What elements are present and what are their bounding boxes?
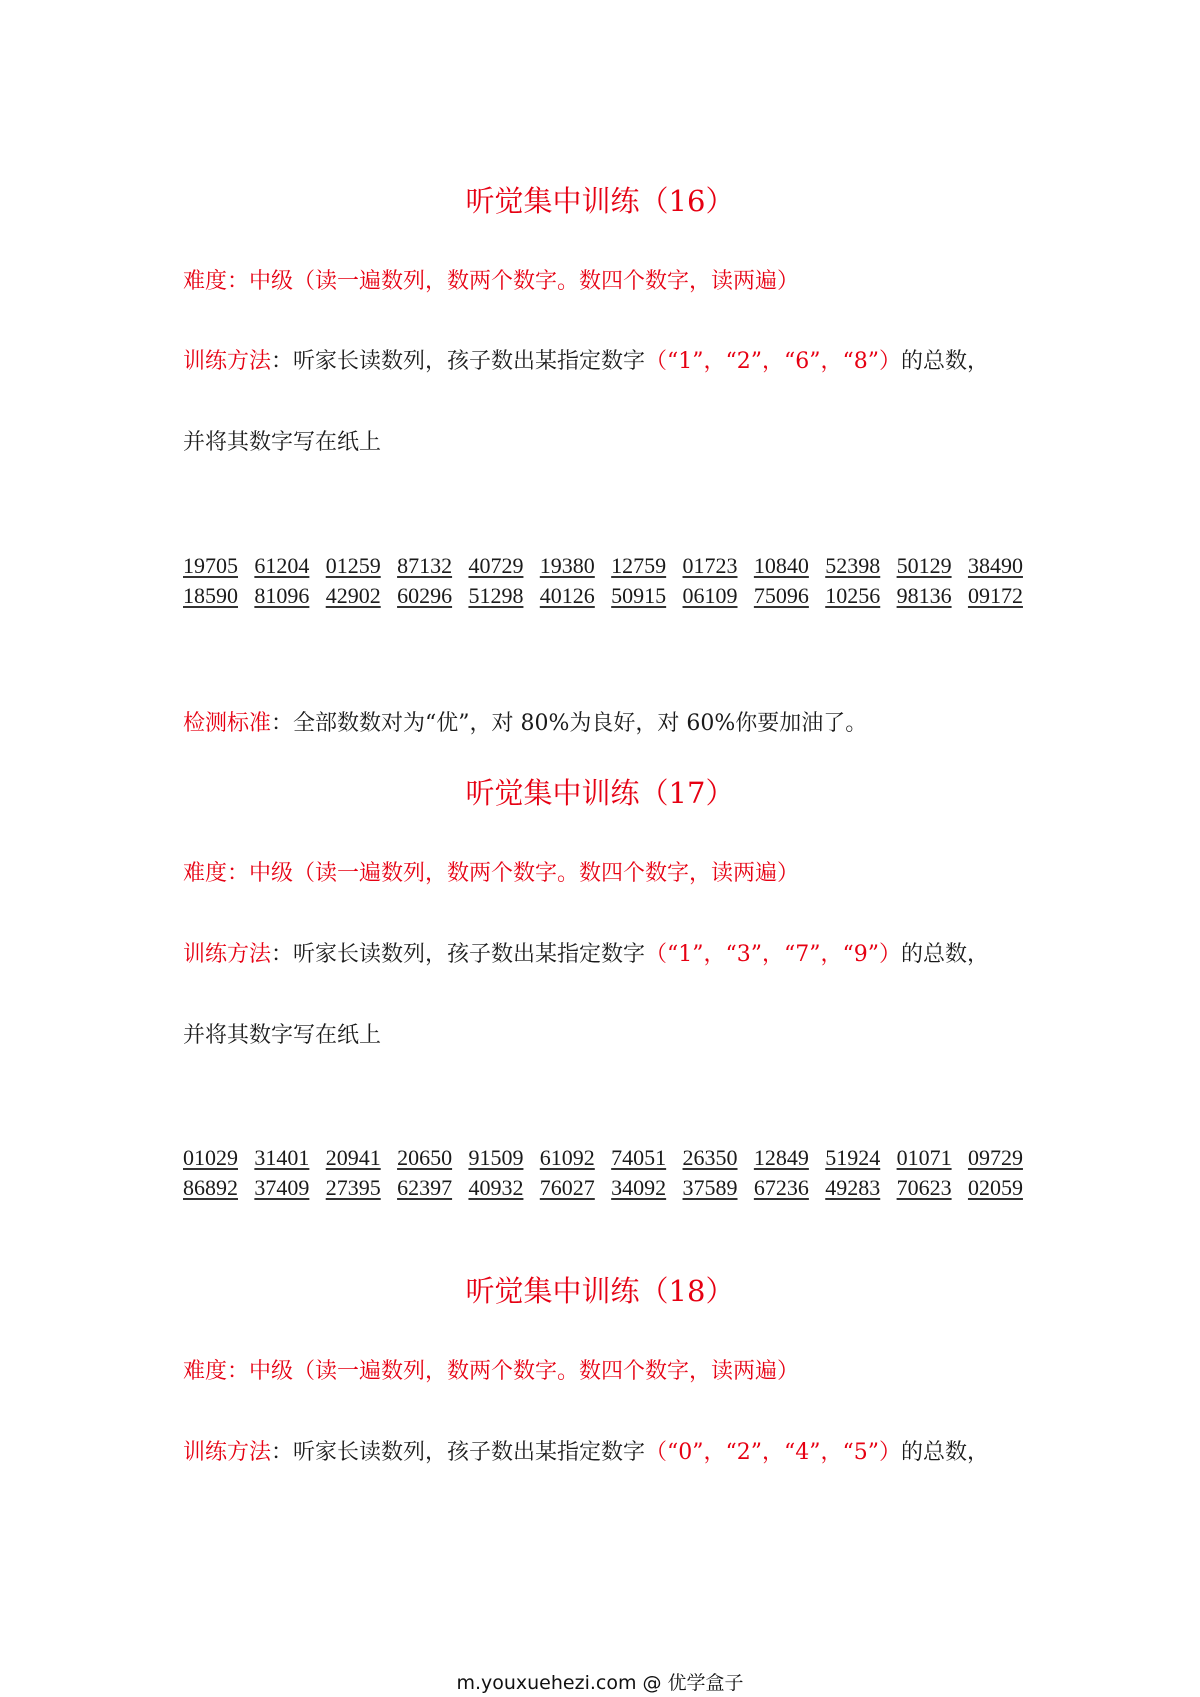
method-tail: 的总数， — [901, 1440, 990, 1465]
section-title: 听觉集中训练（18） — [465, 1274, 735, 1308]
number-group: 20650 — [397, 1145, 453, 1170]
number-group: 76027 — [539, 1175, 595, 1200]
number-group: 70623 — [896, 1175, 952, 1200]
method-line — [183, 1438, 989, 1468]
method-line — [183, 940, 989, 970]
number-group: 26350 — [682, 1145, 738, 1170]
section-title: 听觉集中训练（16） — [465, 184, 735, 218]
number-group: 91509 — [468, 1145, 524, 1170]
number-group: 01071 — [896, 1145, 952, 1170]
number-group: 09172 — [967, 583, 1023, 608]
method-line-2: 并将其数字写在纸上 — [183, 1023, 382, 1048]
number-group: 27395 — [325, 1175, 381, 1200]
number-group: 61204 — [254, 553, 310, 578]
number-group: 02059 — [967, 1175, 1023, 1200]
footer-watermark[interactable]: m.youxuehezi.com @ 优学盒子 — [456, 1672, 744, 1694]
method-line — [183, 347, 989, 377]
number-group: 50915 — [611, 583, 667, 608]
number-group: 19380 — [539, 553, 595, 578]
number-row — [183, 581, 1023, 611]
criteria-text: ：全部数数对为“优”，对 80%为良好，对 60%你要加油了。 — [271, 711, 868, 736]
number-group: 09729 — [967, 1145, 1023, 1170]
number-row — [183, 1143, 1023, 1173]
number-group: 51924 — [825, 1145, 881, 1170]
number-group: 37409 — [254, 1175, 310, 1200]
method-tail: 的总数， — [901, 349, 990, 374]
number-group: 60296 — [397, 583, 453, 608]
number-group: 75096 — [753, 583, 809, 608]
number-group: 67236 — [753, 1175, 809, 1200]
number-group: 40729 — [468, 553, 524, 578]
number-group: 18590 — [183, 583, 238, 608]
section-title: 听觉集中训练（17） — [465, 776, 735, 810]
number-group: 50129 — [896, 553, 952, 578]
number-group: 01723 — [682, 553, 738, 578]
number-group: 62397 — [397, 1175, 453, 1200]
number-group: 34092 — [611, 1175, 667, 1200]
number-group: 01259 — [325, 553, 381, 578]
number-group: 38490 — [967, 553, 1023, 578]
number-group: 10256 — [825, 583, 881, 608]
number-group: 12759 — [611, 553, 667, 578]
number-group: 61092 — [539, 1145, 595, 1170]
number-group: 10840 — [753, 553, 809, 578]
number-group: 87132 — [397, 553, 453, 578]
number-group: 52398 — [825, 553, 881, 578]
number-group: 49283 — [825, 1175, 881, 1200]
number-group: 74051 — [611, 1145, 667, 1170]
number-sequence — [183, 1143, 1023, 1203]
difficulty-text: 难度：中级（读一遍数列，数两个数字。数四个数字，读两遍） — [183, 1359, 800, 1384]
number-group: 40126 — [539, 583, 595, 608]
number-group: 12849 — [753, 1145, 809, 1170]
difficulty-text: 难度：中级（读一遍数列，数两个数字。数四个数字，读两遍） — [183, 269, 800, 294]
method-targets: （“1”，“3”，“7”，“9”） — [645, 942, 901, 967]
method-label: 训练方法 — [183, 942, 272, 967]
number-group: 31401 — [254, 1145, 310, 1170]
criteria-label: 检测标准 — [183, 711, 272, 736]
number-row — [183, 1173, 1023, 1203]
number-group: 40932 — [468, 1175, 524, 1200]
method-text: ：听家长读数列，孩子数出某指定数字 — [271, 1440, 646, 1465]
number-group: 81096 — [254, 583, 310, 608]
method-text: ：听家长读数列，孩子数出某指定数字 — [271, 942, 646, 967]
number-row — [183, 551, 1023, 581]
number-group: 37589 — [682, 1175, 738, 1200]
number-group: 06109 — [682, 583, 738, 608]
number-sequence — [183, 551, 1023, 611]
number-group: 86892 — [183, 1175, 238, 1200]
method-line-2: 并将其数字写在纸上 — [183, 430, 382, 455]
number-group: 19705 — [183, 553, 238, 578]
difficulty-text: 难度：中级（读一遍数列，数两个数字。数四个数字，读两遍） — [183, 861, 800, 886]
method-targets: （“0”，“2”，“4”，“5”） — [645, 1440, 901, 1465]
method-targets: （“1”，“2”，“6”，“8”） — [645, 349, 901, 374]
number-group: 51298 — [468, 583, 524, 608]
number-group: 20941 — [325, 1145, 381, 1170]
number-group: 42902 — [325, 583, 381, 608]
method-tail: 的总数， — [901, 942, 990, 967]
method-label: 训练方法 — [183, 1440, 272, 1465]
number-group: 98136 — [896, 583, 952, 608]
number-group: 01029 — [183, 1145, 238, 1170]
criteria-line — [183, 709, 867, 739]
method-text: ：听家长读数列，孩子数出某指定数字 — [271, 349, 646, 374]
method-label: 训练方法 — [183, 349, 272, 374]
